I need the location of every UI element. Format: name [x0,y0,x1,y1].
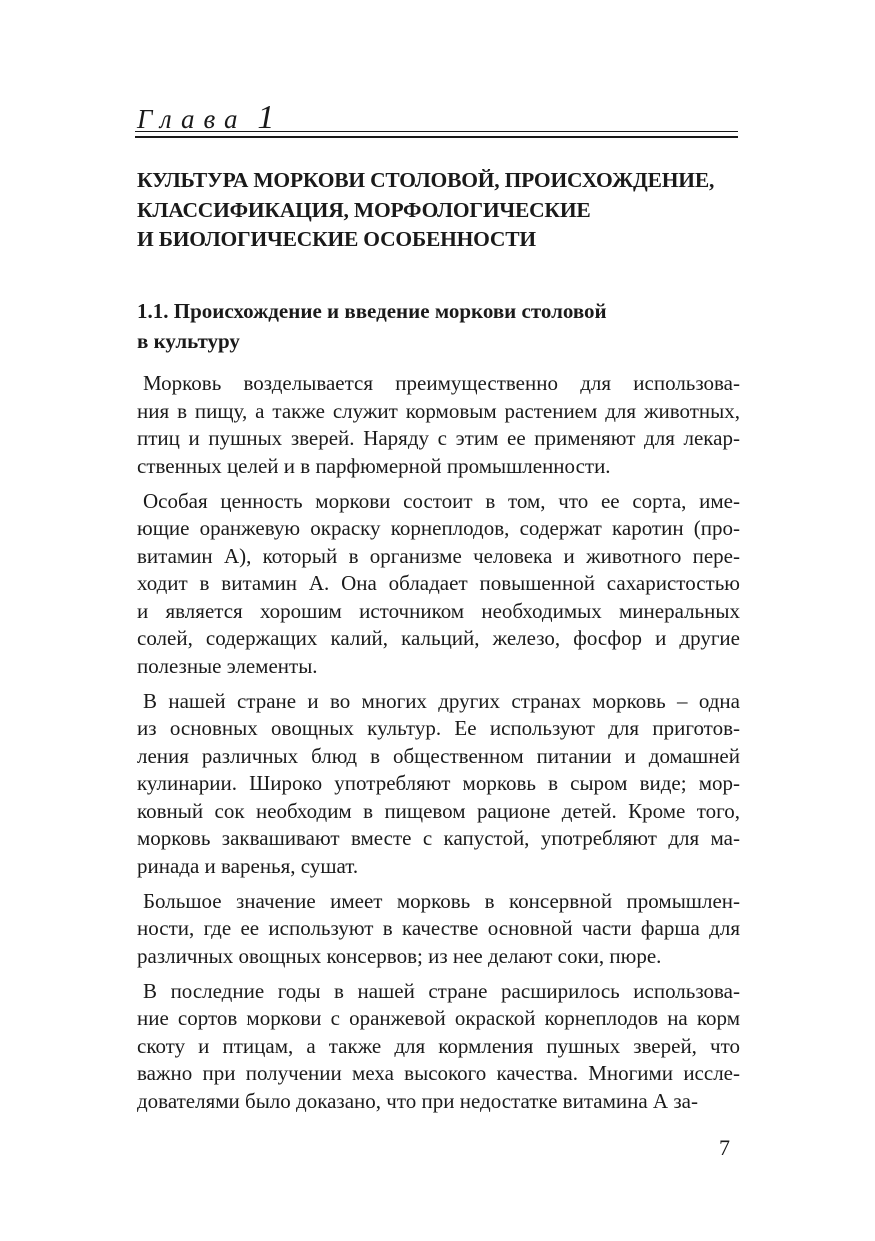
text-line: ственных целей и в парфюмерной промышленности. [137,453,611,478]
text-line: ние сортов моркови с оранжевой окраской корнеплодов на корм [137,1006,740,1030]
page-number: 7 [719,1135,730,1160]
text-line: ности, где ее используют в качестве основной части фарша для [137,916,740,940]
chapter-heading [137,98,274,139]
text-line: Морковь возделывается преимущественно для использова- [143,371,740,395]
chapter-rule-thick [135,136,738,138]
text-line: и является хорошим источником необходимых минеральных [137,598,740,623]
text-line: ковный сок необходим в пищевом рационе детей. Кроме того, [137,798,740,823]
paragraph [137,688,740,881]
text-line: ходит в витамин А. Она обладает повышенной сахаристостью [137,571,740,595]
text-line: солей, содержащих калий, кальций, железо, фосфор и другие [137,626,740,650]
chapter-word: Глава [137,104,247,134]
text-line: птиц и пушных зверей. Наряду с этим ее применяют для лекар- [137,426,740,450]
text-line: ления различных блюд в общественном питании и домашней [137,743,740,768]
paragraph [137,978,740,1116]
section-title-line: 1.1. Происхождение и введение моркови столовой [137,299,607,323]
section-title [137,296,742,356]
text-line: В нашей стране и во многих других странах морковь – одна [143,688,740,713]
body-text [137,370,740,1123]
text-line: скоту и птицам, а также для кормления пушных зверей, что [137,1033,740,1058]
text-line: Большое значение имеет морковь в консервной промышлен- [143,888,740,913]
text-line: ринада и варенья, сушат. [137,853,359,878]
chapter-number: 1 [257,99,275,136]
chapter-rule-thin [135,131,738,132]
chapter-title [137,166,742,255]
text-line: В последние годы в нашей стране расширилось использова- [143,978,740,1003]
paragraph [137,370,740,480]
chapter-title-line: КУЛЬТУРА МОРКОВИ СТОЛОВОЙ, ПРОИСХОЖДЕНИЕ, [137,168,715,192]
text-line: витамин А), который в организме человека и животного пере- [137,543,740,568]
text-line: кулинарии. Широко употребляют морковь в сыром виде; мор- [137,771,740,795]
chapter-title-line: КЛАССИФИКАЦИЯ, МОРФОЛОГИЧЕСКИЕ [137,197,591,222]
text-line: важно при получении меха высокого качества. Многими иссле- [137,1061,740,1085]
text-line: морковь заквашивают вместе с капустой, употребляют для ма- [137,826,740,850]
paragraph [137,888,740,971]
text-line: дователями было доказано, что при недостатке витамина А за- [137,1088,698,1113]
text-line: полезные элементы. [137,653,318,678]
text-line: из основных овощных культур. Ее используют для приготов- [137,716,740,740]
paragraph [137,488,740,681]
chapter-title-line: И БИОЛОГИЧЕСКИЕ ОСОБЕННОСТИ [137,227,536,251]
text-line: Особая ценность моркови состоит в том, что ее сорта, име- [143,488,740,513]
text-line: различных овощных консервов; из нее делают соки, пюре. [137,943,662,968]
text-line: ющие оранжевую окраску корнеплодов, содержат каротин (про- [137,516,740,540]
section-title-line: в культуру [137,329,240,353]
text-line: ния в пищу, а также служит кормовым растением для животных, [137,398,740,423]
